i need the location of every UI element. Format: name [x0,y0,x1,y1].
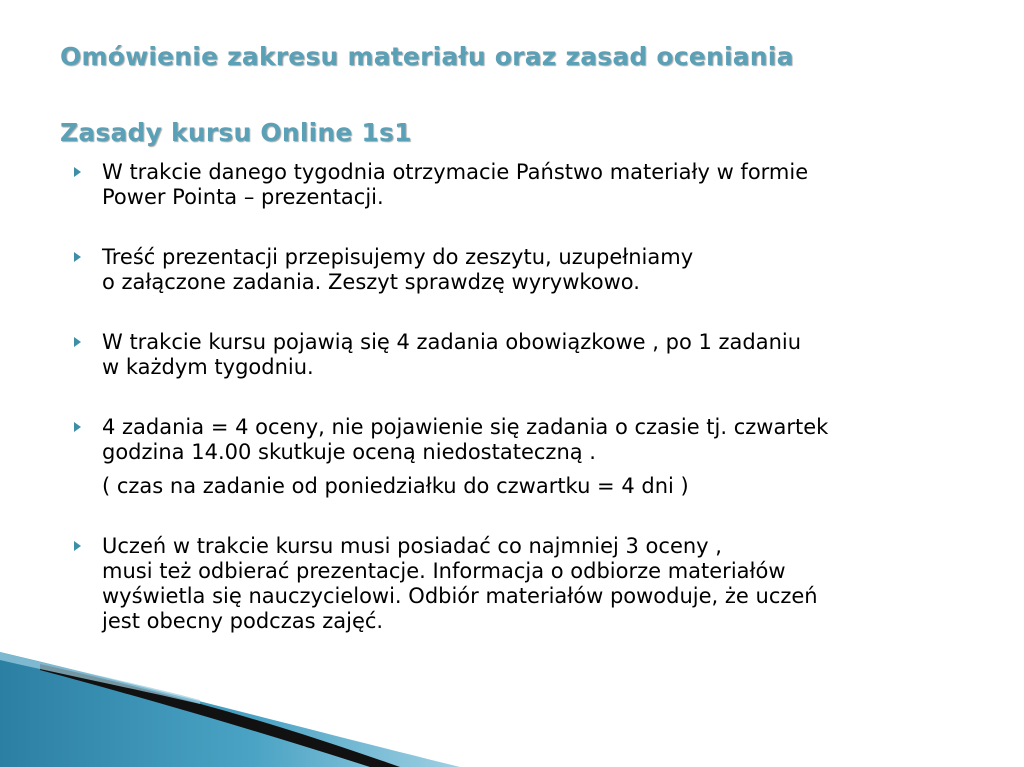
bullet-arrow-icon [74,167,81,177]
bullet-text: W trakcie kursu pojawią się 4 zadania obowiązkowe , po 1 zadaniu [102,330,802,354]
bullet-arrow-icon [74,337,81,347]
bullet-text: w każdym tygodniu. [102,355,314,379]
title-subheading: Zasady kursu Online 1s1 [60,118,412,147]
title-heading: Omówienie zakresu materiału oraz zasad oceniania [60,42,794,71]
bullet-item [74,415,974,499]
bullet-arrow-icon [74,422,81,432]
bullet-text: Treść prezentacji przepisujemy do zeszytu, uzupełniamy [102,245,694,269]
bullet-note: ( czas na zadanie od poniedziałku do czwartku = 4 dni ) [102,474,689,498]
bullet-arrow-icon [74,541,81,551]
wave-blue-shape [0,652,460,767]
bullet-text: godzina 14.00 skutkuje oceną niedostateczną . [102,440,596,464]
bullet-item [74,160,974,210]
bullet-text: o załączone zadania. Zeszyt sprawdzę wyrywkowo. [102,270,640,294]
bullet-text: 4 zadania = 4 oceny, nie pojawienie się zadania o czasie tj. czwartek [102,415,829,439]
bullet-text: Power Pointa – prezentacji. [102,185,384,209]
bullet-text: jest obecny podczas zajęć. [102,609,384,633]
bullet-text: wyświetla się nauczycielowi. Odbiór materiałów powoduje, że uczeń [102,584,818,608]
bullet-text: W trakcie danego tygodnia otrzymacie Państwo materiały w formie [102,160,809,184]
bullet-list [74,160,974,669]
bullet-item [74,245,974,295]
bullet-arrow-icon [74,252,81,262]
bullet-item [74,330,974,380]
wave-dark-stripe [40,664,400,767]
bullet-text: musi też odbierać prezentacje. Informacja o odbiorze materiałów [102,559,786,583]
slide-title [60,38,980,152]
bullet-text: Uczeń w trakcie kursu musi posiadać co najmniej 3 oceny , [102,534,722,558]
bullet-item [74,534,974,634]
